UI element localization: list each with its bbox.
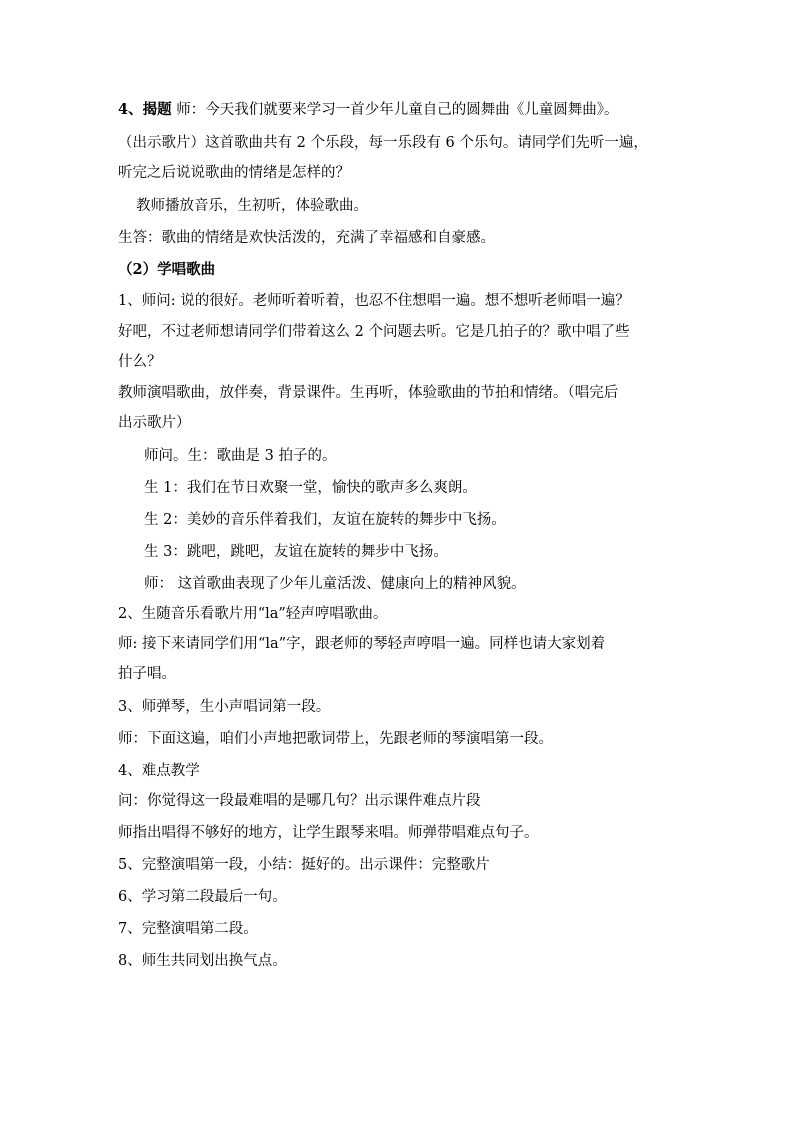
paragraph-line: 师: 接下来请同学们用“la”字，跟老师的琴轻声哼唱一遍。同样也请大家划着 — [118, 636, 606, 652]
paragraph-line: 什么？ — [118, 354, 162, 370]
paragraph-line: 听完之后说说歌曲的情绪是怎样的？ — [118, 165, 350, 181]
paragraph-line: （出示歌片）这首歌曲共有 2 个乐段，每一乐段有 6 个乐句。请同学们先听一遍， — [118, 135, 648, 151]
paragraph-line: 师问。生：歌曲是 3 拍子的。 — [144, 448, 337, 464]
paragraph-line: 4、难点教学 — [118, 763, 200, 779]
paragraph-line: 1、师问: 说的很好。老师听着听着，也忍不住想唱一遍。想不想听老师唱一遍？ — [118, 293, 630, 309]
paragraph-line: 3、师弹琴，生小声唱词第一段。 — [118, 699, 331, 715]
section-heading-learn-song — [118, 260, 688, 280]
paragraph-line: 问：你觉得这一段最难唱的是哪几句？出示课件难点片段 — [118, 793, 481, 809]
paragraph-line: 教师演唱歌曲，放伴奏，背景课件。生再听，体验歌曲的节拍和情绪。（唱完后 — [118, 385, 619, 401]
paragraph-line: 2、生随音乐看歌片用“la”轻声哼唱歌曲。 — [118, 606, 388, 622]
paragraph-line: 5、完整演唱第一段，小结：挺好的。出示课件：完整歌片 — [118, 857, 490, 873]
paragraph-line: 出示歌片） — [118, 415, 191, 431]
paragraph-line: 拍子唱。 — [118, 666, 176, 682]
paragraph-text: 师：今天我们就要来学习一首少年儿童自己的圆舞曲《儿童圆舞曲》。 — [171, 102, 619, 118]
paragraph-line: 好吧，不过老师想请同学们带着这么 2 个问题去听。它是几拍子的？歌中唱了些 — [118, 324, 630, 340]
section-heading: 4、揭题 — [118, 101, 172, 118]
paragraph-line: 师： 这首歌曲表现了少年儿童活泼、健康向上的精神风貌。 — [144, 576, 526, 592]
paragraph-line: 教师播放音乐，生初听，体验歌曲。 — [136, 198, 368, 214]
paragraph-line: 生 2：美妙的音乐伴着我们，友谊在旋转的舞步中飞扬。 — [144, 512, 506, 528]
paragraph-line: 师：下面这遍，咱们小声地把歌词带上，先跟老师的琴演唱第一段。 — [118, 731, 553, 747]
paragraph-line: 生 3：跳吧，跳吧，友谊在旋转的舞步中飞扬。 — [144, 544, 448, 560]
paragraph-line: 生 1：我们在节日欢聚一堂，愉快的歌声多么爽朗。 — [144, 480, 477, 496]
paragraph-line: 6、学习第二段最后一句。 — [118, 889, 287, 905]
paragraph-reveal-topic — [118, 100, 688, 120]
paragraph-line: 生答：歌曲的情绪是欢快活泼的，充满了幸福感和自豪感。 — [118, 230, 495, 246]
paragraph-line: 7、完整演唱第二段。 — [118, 921, 258, 937]
paragraph-line: 师指出唱得不够好的地方，让学生跟琴来唱。师弹带唱难点句子。 — [118, 825, 539, 841]
section-heading: （2）学唱歌曲 — [118, 261, 216, 278]
paragraph-line: 8、师生共同划出换气点。 — [118, 953, 287, 969]
